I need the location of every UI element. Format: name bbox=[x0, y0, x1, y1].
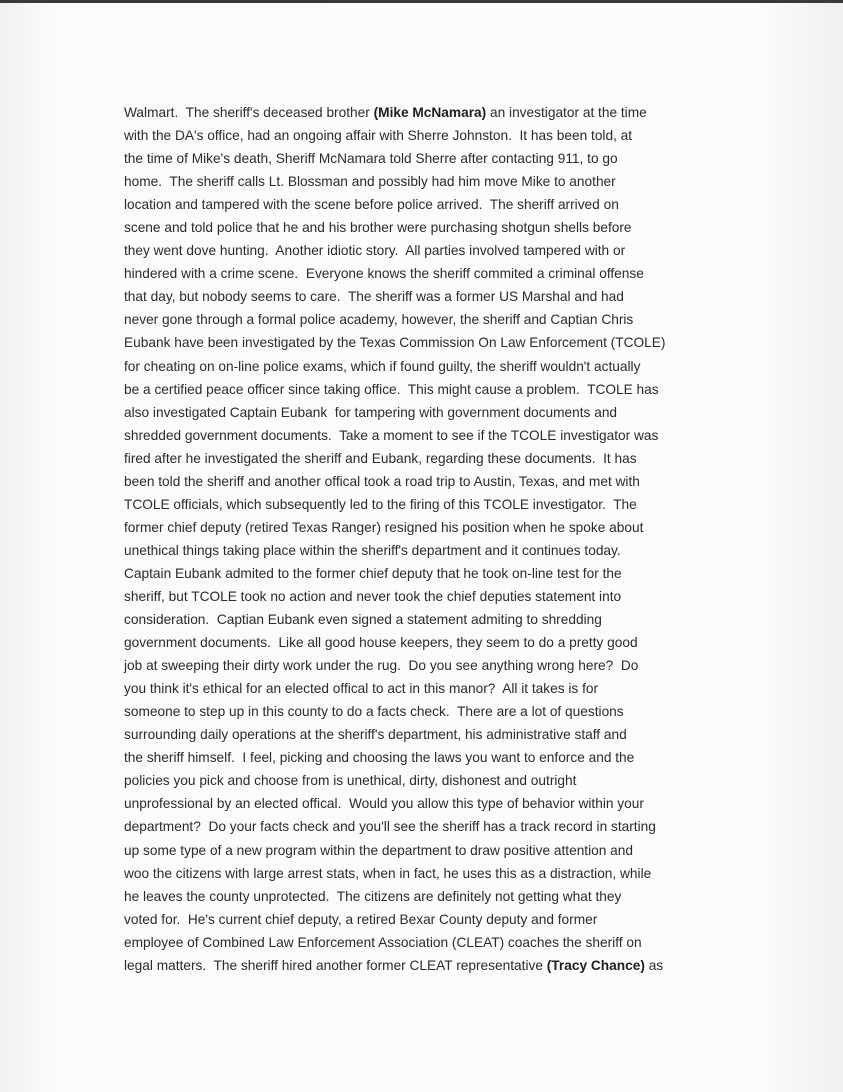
text-run: they went dove hunting. Another idiotic story. All parties involved tampered with or bbox=[124, 243, 626, 259]
text-line bbox=[124, 401, 729, 424]
text-run: legal matters. The sheriff hired another former CLEAT representative bbox=[124, 957, 547, 973]
text-run: unethical things taking place within the sheriff's department and it continues today. bbox=[124, 542, 621, 558]
text-line bbox=[124, 885, 729, 908]
text-run: up some type of a new program within the department to draw positive attention and bbox=[124, 842, 634, 858]
text-run: department? Do your facts check and you'll see the sheriff has a track record in starting bbox=[124, 819, 656, 835]
text-line bbox=[124, 124, 729, 147]
text-line bbox=[124, 862, 729, 885]
text-line bbox=[124, 839, 729, 862]
text-run: the time of Mike's death, Sheriff McNamara told Sherre after contacting 911, to go bbox=[124, 151, 618, 167]
text-run: TCOLE officials, which subsequently led to the firing of this TCOLE investigator. The bbox=[124, 496, 637, 512]
text-line bbox=[124, 355, 729, 378]
text-line bbox=[124, 262, 729, 285]
text-line bbox=[124, 470, 729, 493]
text-line bbox=[124, 792, 729, 815]
text-line bbox=[124, 424, 729, 447]
text-run: home. The sheriff calls Lt. Blossman and possibly had him move Mike to another bbox=[124, 174, 616, 190]
bold-name-text: (Mike McNamara) bbox=[373, 105, 487, 120]
text-run: woo the citizens with large arrest stats, when in fact, he uses this as a distraction, while bbox=[124, 865, 652, 881]
text-run: policies you pick and choose from is unethical, dirty, dishonest and outright bbox=[124, 773, 577, 789]
text-line bbox=[124, 170, 729, 193]
text-run: be a certified peace officer since taking office. This might cause a problem. TCOLE has bbox=[124, 381, 659, 397]
text-run: scene and told police that he and his brother were purchasing shotgun shells before bbox=[124, 220, 632, 236]
text-run: location and tampered with the scene before police arrived. The sheriff arrived on bbox=[124, 197, 619, 213]
text-line bbox=[124, 516, 729, 539]
text-line bbox=[124, 539, 729, 562]
text-run: employee of Combined Law Enforcement Association (CLEAT) coaches the sheriff on bbox=[124, 934, 642, 950]
text-run: for cheating on on-line police exams, which if found guilty, the sheriff wouldn't actually bbox=[124, 358, 641, 374]
text-run: sheriff, but TCOLE took no action and never took the chief deputies statement into bbox=[124, 588, 622, 604]
text-run: hindered with a crime scene. Everyone knows the sheriff commited a criminal offense bbox=[124, 266, 644, 282]
text-line bbox=[124, 908, 729, 931]
letter-body-text bbox=[124, 101, 729, 977]
text-run: Walmart. The sheriff's deceased brother bbox=[124, 105, 374, 120]
text-line bbox=[124, 239, 729, 262]
text-line bbox=[124, 654, 729, 677]
scan-top-edge bbox=[0, 0, 843, 3]
text-run: shredded government documents. Take a moment to see if the TCOLE investigator was bbox=[124, 427, 659, 443]
text-run: consideration. Captian Eubank even signed a statement admiting to shredding bbox=[124, 612, 602, 628]
text-line bbox=[124, 285, 729, 308]
text-line bbox=[124, 331, 729, 354]
text-run: as bbox=[644, 957, 664, 973]
text-line bbox=[124, 308, 729, 331]
text-run: Captain Eubank admited to the former chief deputy that he took on-line test for the bbox=[124, 565, 622, 581]
text-run: someone to step up in this county to do a facts check. There are a lot of questions bbox=[124, 704, 624, 720]
text-line bbox=[124, 769, 729, 792]
text-run: Eubank have been investigated by the Texas Commission On Law Enforcement (TCOLE) bbox=[124, 335, 666, 351]
text-line bbox=[124, 631, 729, 654]
text-run: he leaves the county unprotected. The citizens are definitely not getting what they bbox=[124, 888, 622, 904]
text-line bbox=[124, 193, 729, 216]
text-line bbox=[124, 101, 729, 124]
bold-name-text: (Tracy Chance) bbox=[546, 957, 645, 973]
text-run: fired after he investigated the sheriff and Eubank, regarding these documents. It has bbox=[124, 450, 637, 466]
text-line bbox=[124, 815, 729, 838]
text-line bbox=[124, 447, 729, 470]
text-run: also investigated Captain Eubank for tampering with government documents and bbox=[124, 404, 618, 420]
text-line bbox=[124, 700, 729, 723]
text-line bbox=[124, 216, 729, 239]
text-run: surrounding daily operations at the sheriff's department, his administrative staff and bbox=[124, 727, 627, 743]
text-run: with the DA's office, had an ongoing affair with Sherre Johnston. It has been told, at bbox=[124, 128, 633, 144]
text-line bbox=[124, 677, 729, 700]
text-line bbox=[124, 585, 729, 608]
text-run: government documents. Like all good house keepers, they seem to do a pretty good bbox=[124, 635, 638, 651]
text-line bbox=[124, 562, 729, 585]
text-run: an investigator at the time bbox=[486, 105, 647, 120]
text-run: that day, but nobody seems to care. The sheriff was a former US Marshal and had bbox=[124, 289, 624, 305]
text-line bbox=[124, 723, 729, 746]
text-run: been told the sheriff and another offical took a road trip to Austin, Texas, and met with bbox=[124, 473, 640, 489]
text-run: former chief deputy (retired Texas Ranger) resigned his position when he spoke about bbox=[124, 519, 644, 535]
text-line bbox=[124, 954, 729, 977]
text-line bbox=[124, 493, 729, 516]
text-line bbox=[124, 378, 729, 401]
text-line bbox=[124, 608, 729, 631]
text-line bbox=[124, 147, 729, 170]
text-run: never gone through a formal police academy, however, the sheriff and Captian Chris bbox=[124, 312, 634, 328]
text-line bbox=[124, 931, 729, 954]
text-line bbox=[124, 746, 729, 769]
text-run: voted for. He's current chief deputy, a retired Bexar County deputy and former bbox=[124, 911, 598, 927]
text-run: the sheriff himself. I feel, picking and choosing the laws you want to enforce and the bbox=[124, 750, 635, 766]
text-run: job at sweeping their dirty work under the rug. Do you see anything wrong here? Do bbox=[124, 658, 639, 674]
text-run: unprofessional by an elected offical. Would you allow this type of behavior within your bbox=[124, 796, 644, 812]
text-run: you think it's ethical for an elected offical to act in this manor? All it takes is for bbox=[124, 681, 599, 697]
